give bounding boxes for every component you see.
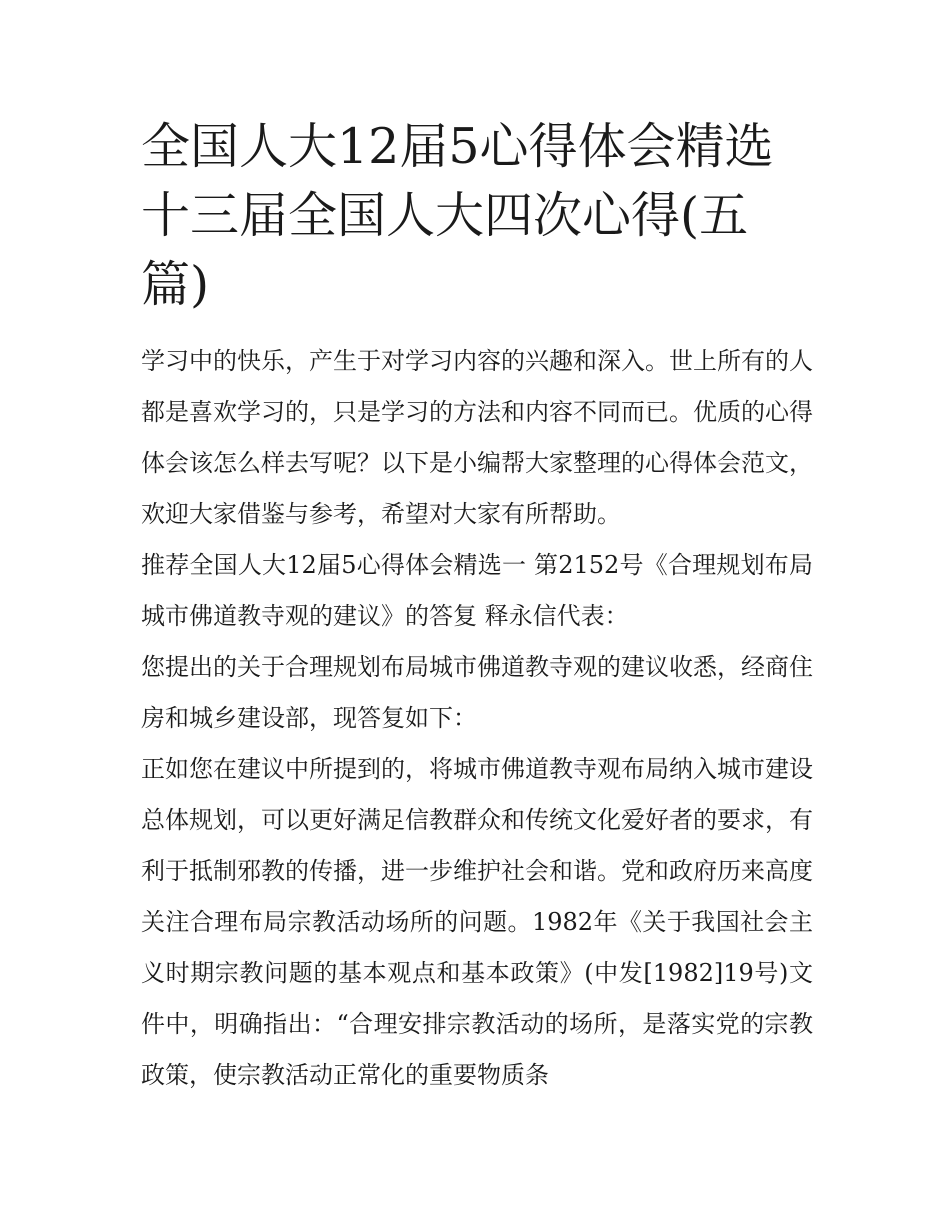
document-page — [141, 112, 813, 1101]
intro-paragraph: 学习中的快乐，产生于对学习内容的兴趣和深入。世上所有的人都是喜欢学习的，只是学习的方法和内容不同而已。优质的心得体会该怎么样去写呢？以下是小编帮大家整理的心得体会范文，欢迎大家借鉴与参考，希望对大家有所帮助。 — [141, 347, 813, 528]
reply-body-paragraph: 正如您在建议中所提到的，将城市佛道教寺观布局纳入城市建设总体规划，可以更好满足信教群众和传统文化爱好者的要求，有利于抵制邪教的传播，进一步维护社会和谐。党和政府历来高度关注合理布局宗教活动场所的问题。1982年《关于我国社会主义时期宗教问题的基本观点和基本政策》(中发[1982]19号)文件中，明确指出：“合理安排宗教活动的场所，是落实党的宗教政策，使宗教活动正常化的重要物质条 — [141, 755, 813, 1089]
document-body — [141, 336, 813, 1101]
recommendation-paragraph: 推荐全国人大12届5心得体会精选一 第2152号《合理规划布局城市佛道教寺观的建议》的答复 释永信代表： — [141, 551, 813, 630]
reply-opening-paragraph: 您提出的关于合理规划布局城市佛道教寺观的建议收悉，经商住房和城乡建设部，现答复如下： — [141, 653, 813, 732]
document-title: 全国人大12届5心得体会精选十三届全国人大四次心得(五篇) — [141, 118, 774, 313]
